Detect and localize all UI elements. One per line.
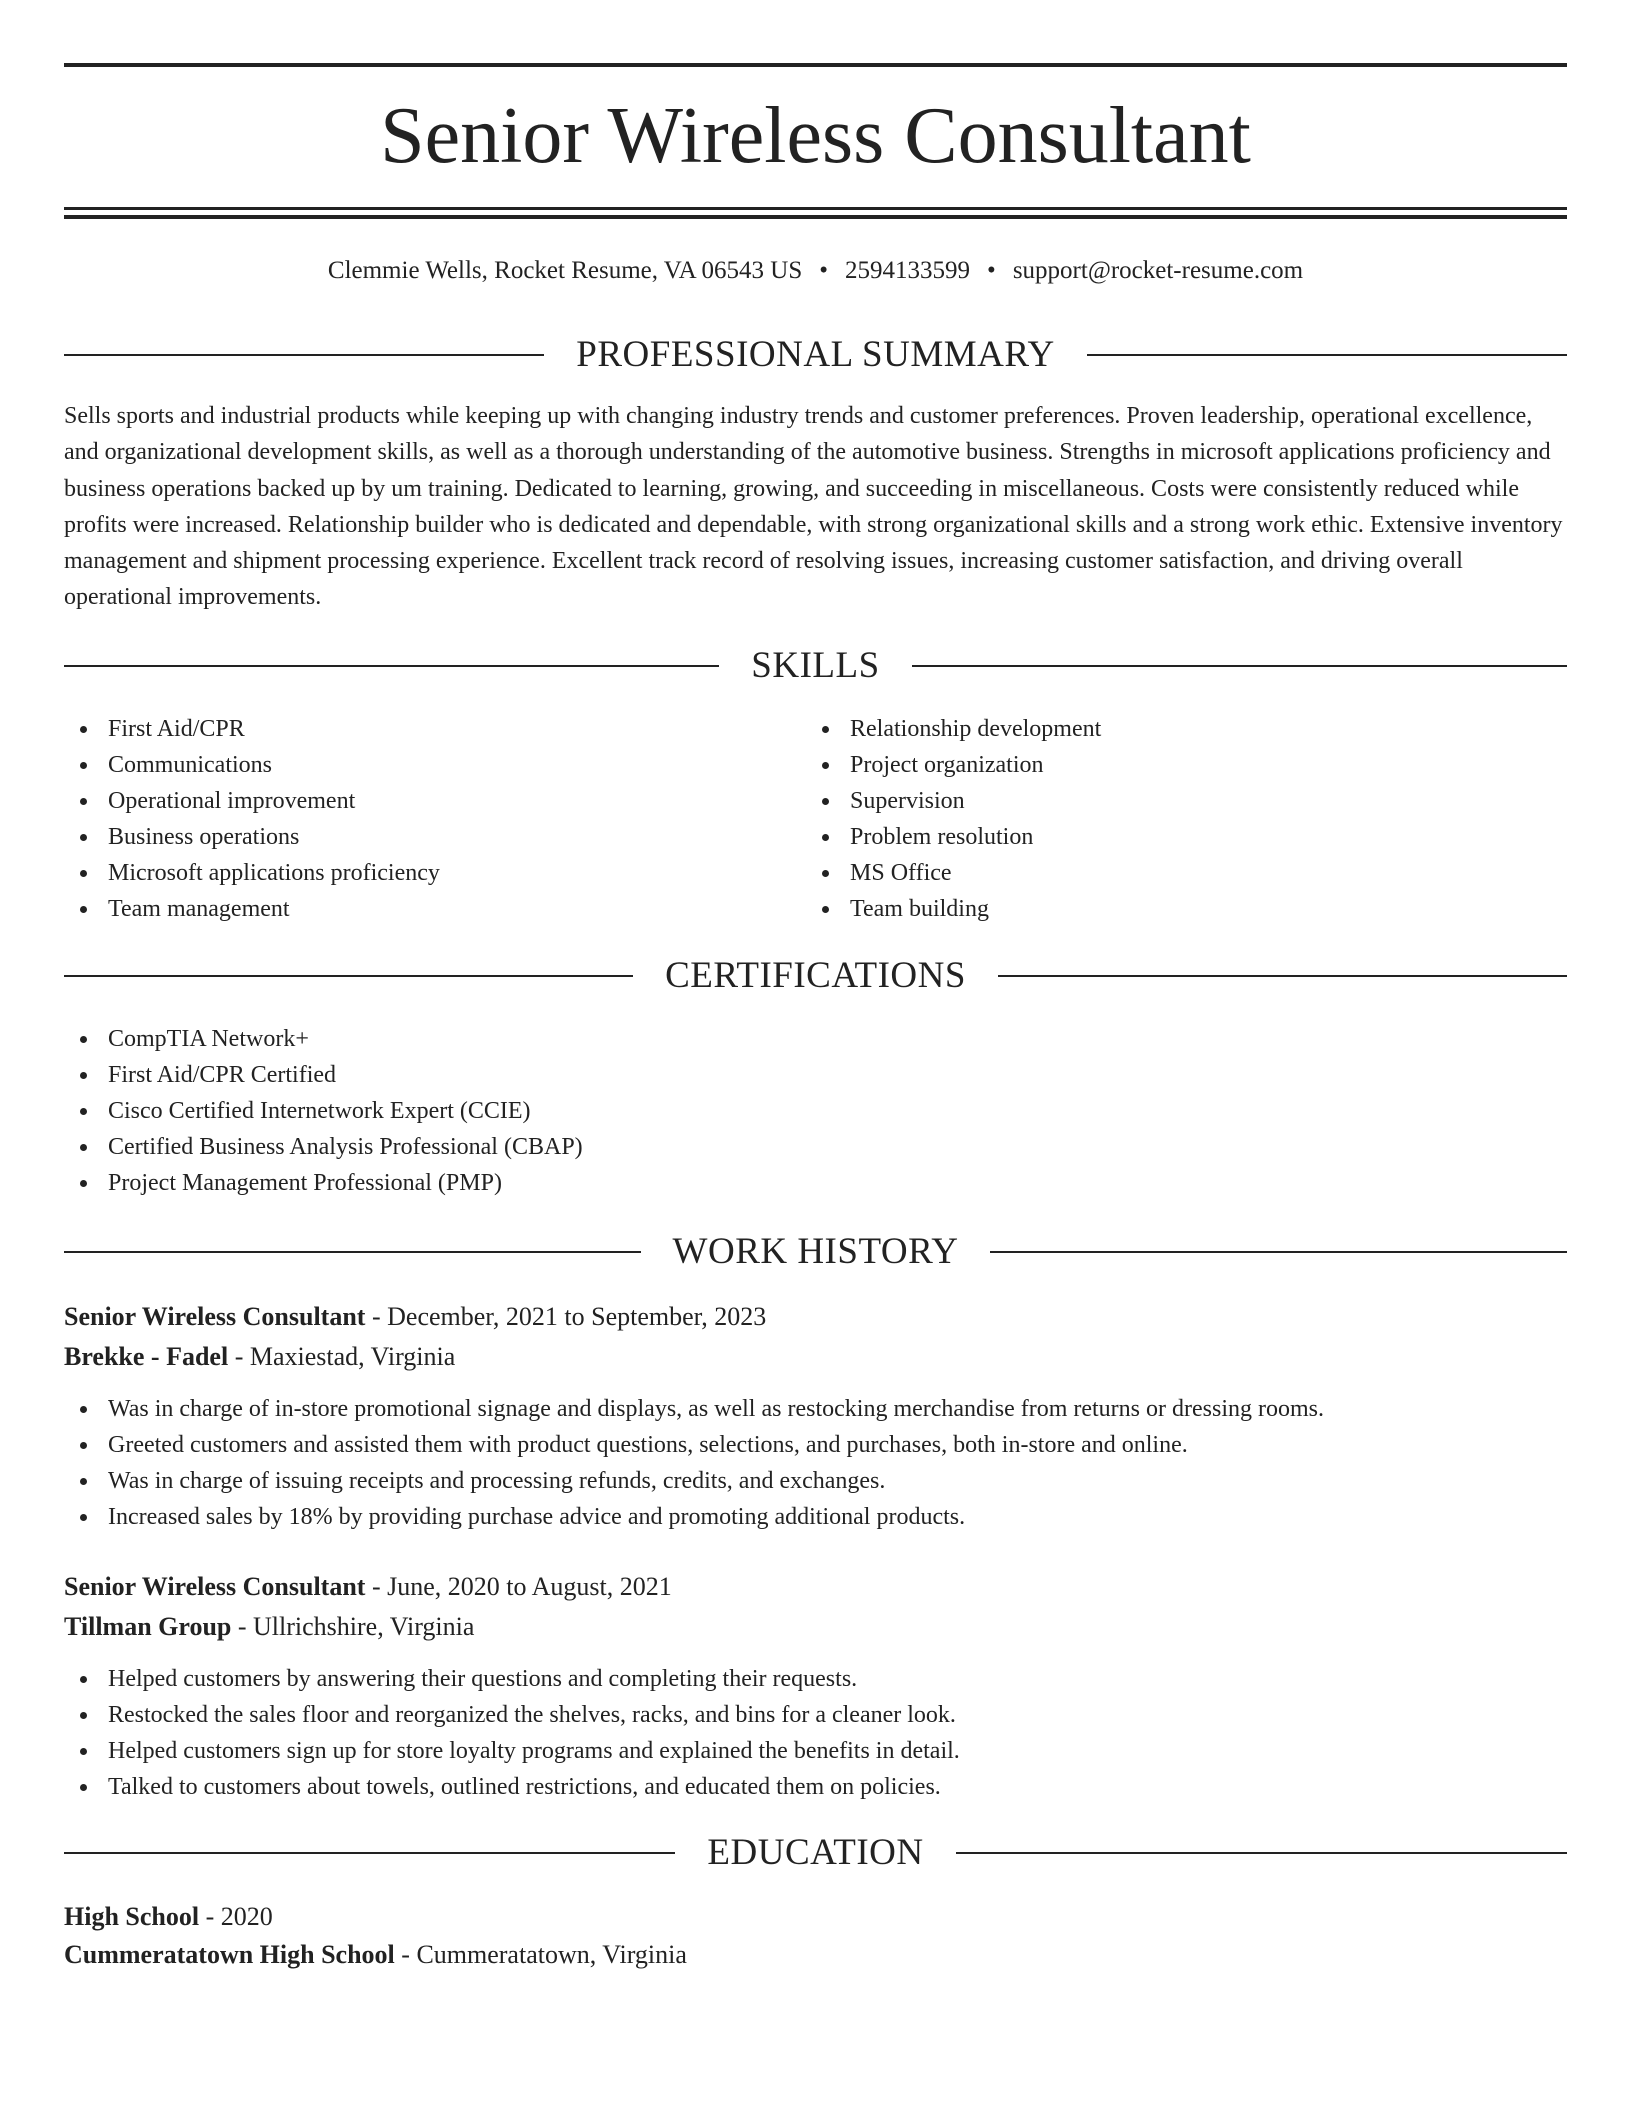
certification-item: Project Management Professional (PMP) xyxy=(64,1165,1564,1201)
skill-item: Problem resolution xyxy=(806,819,1546,855)
job-duty-item: Greeted customers and assisted them with product questions, selections, and purchases, both in-store and online. xyxy=(64,1427,1564,1463)
education-location: - Cummeratatown, Virginia xyxy=(394,1940,687,1969)
job-location: - Maxiestad, Virginia xyxy=(228,1342,456,1371)
heading-rule xyxy=(64,1852,675,1854)
contact-address: Clemmie Wells, Rocket Resume, VA 06543 US xyxy=(327,257,803,284)
heading-rule xyxy=(64,354,544,356)
job-company: Brekke - Fadel xyxy=(64,1342,229,1371)
job-company: Tillman Group xyxy=(64,1612,232,1641)
job-duty-item: Restocked the sales floor and reorganized the shelves, racks, and bins for a cleaner look. xyxy=(64,1697,1564,1733)
title-double-rule xyxy=(64,207,1567,219)
section-heading-certifications xyxy=(64,954,1567,998)
job-duties-list xyxy=(64,1661,1564,1805)
job-duty-item: Helped customers sign up for store loyalty programs and explained the benefits in detail. xyxy=(64,1733,1564,1769)
skill-item: Business operations xyxy=(64,819,804,855)
heading-rule xyxy=(998,975,1567,977)
summary-text: Sells sports and industrial products while keeping up with changing industry trends and customer preferences. Proven leadership, operational excellence, and organizational development skills, as well as a thorough understanding of the automotive business. Strengths in microsoft applications proficiency and business operations backed up by um training. Dedicated to learning, growing, and succeeding in miscellaneous. Costs were consistently reduced while profits were increased. Relationship builder who is dedicated and dependable, with strong organizational skills and a strong work ethic. Extensive inventory management and shipment processing experience. Excellent track record of resolving issues, increasing customer satisfaction, and driving overall operational improvements. xyxy=(64,403,1563,611)
job-duty-item: Increased sales by 18% by providing purchase advice and promoting additional products. xyxy=(64,1499,1564,1535)
skills-list-left xyxy=(64,711,804,927)
section-heading-education xyxy=(64,1831,1567,1875)
skill-item: Operational improvement xyxy=(64,783,804,819)
contact-line xyxy=(64,253,1567,289)
education-school: Cummeratatown High School xyxy=(64,1940,395,1969)
section-heading-label: WORK HISTORY xyxy=(672,1231,959,1272)
job-duties-list xyxy=(64,1391,1564,1535)
certification-item: Cisco Certified Internetwork Expert (CCIE) xyxy=(64,1093,1564,1129)
education-degree: High School xyxy=(64,1902,200,1931)
section-heading-label: CERTIFICATIONS xyxy=(665,955,966,996)
job-company-line xyxy=(64,1609,474,1645)
heading-rule xyxy=(990,1251,1567,1253)
skill-item: First Aid/CPR xyxy=(64,711,804,747)
contact-email: support@rocket-resume.com xyxy=(1012,257,1304,284)
certification-item: First Aid/CPR Certified xyxy=(64,1057,1564,1093)
skill-item: Relationship development xyxy=(806,711,1546,747)
job-location: - Ullrichshire, Virginia xyxy=(231,1612,475,1641)
section-heading-skills xyxy=(64,644,1567,688)
heading-rule xyxy=(64,1251,641,1253)
contact-separator: • xyxy=(819,257,829,284)
contact-phone: 2594133599 xyxy=(845,257,971,284)
job-company-line xyxy=(64,1339,455,1375)
heading-rule xyxy=(1087,354,1567,356)
heading-rule xyxy=(64,665,719,667)
skills-list-right xyxy=(806,711,1546,927)
heading-rule xyxy=(64,975,633,977)
certification-item: CompTIA Network+ xyxy=(64,1021,1564,1057)
education-year: - 2020 xyxy=(199,1902,273,1931)
heading-rule xyxy=(956,1852,1567,1854)
resume-title: Senior Wireless Consultant xyxy=(380,92,1251,180)
section-heading-label: PROFESSIONAL SUMMARY xyxy=(576,334,1055,375)
job-title: Senior Wireless Consultant xyxy=(64,1572,366,1601)
top-rule xyxy=(64,63,1567,67)
certification-item: Certified Business Analysis Professional (CBAP) xyxy=(64,1129,1564,1165)
job-dates: - December, 2021 to September, 2023 xyxy=(365,1302,767,1331)
section-heading-work-history xyxy=(64,1230,1567,1274)
job-duty-item: Was in charge of in-store promotional signage and displays, as well as restocking merchandise from returns or dressing rooms. xyxy=(64,1391,1564,1427)
skill-item: Team management xyxy=(64,891,804,927)
section-heading-label: EDUCATION xyxy=(707,1832,924,1873)
heading-rule xyxy=(912,665,1567,667)
skill-item: Team building xyxy=(806,891,1546,927)
job-title-line xyxy=(64,1299,766,1335)
job-duty-item: Was in charge of issuing receipts and processing refunds, credits, and exchanges. xyxy=(64,1463,1564,1499)
job-title-line xyxy=(64,1569,672,1605)
certifications-list xyxy=(64,1021,1564,1201)
section-heading-label: SKILLS xyxy=(751,645,880,686)
contact-separator: • xyxy=(987,257,996,284)
skill-item: MS Office xyxy=(806,855,1546,891)
section-heading-summary xyxy=(64,333,1567,377)
skill-item: Project organization xyxy=(806,747,1546,783)
job-duty-item: Talked to customers about towels, outlined restrictions, and educated them on policies. xyxy=(64,1769,1564,1805)
job-duty-item: Helped customers by answering their questions and completing their requests. xyxy=(64,1661,1564,1697)
education-degree-line xyxy=(64,1899,273,1935)
skill-item: Microsoft applications proficiency xyxy=(64,855,804,891)
skill-item: Communications xyxy=(64,747,804,783)
education-school-line xyxy=(64,1937,687,1973)
job-dates: - June, 2020 to August, 2021 xyxy=(365,1572,672,1601)
job-title: Senior Wireless Consultant xyxy=(64,1302,366,1331)
skill-item: Supervision xyxy=(806,783,1546,819)
